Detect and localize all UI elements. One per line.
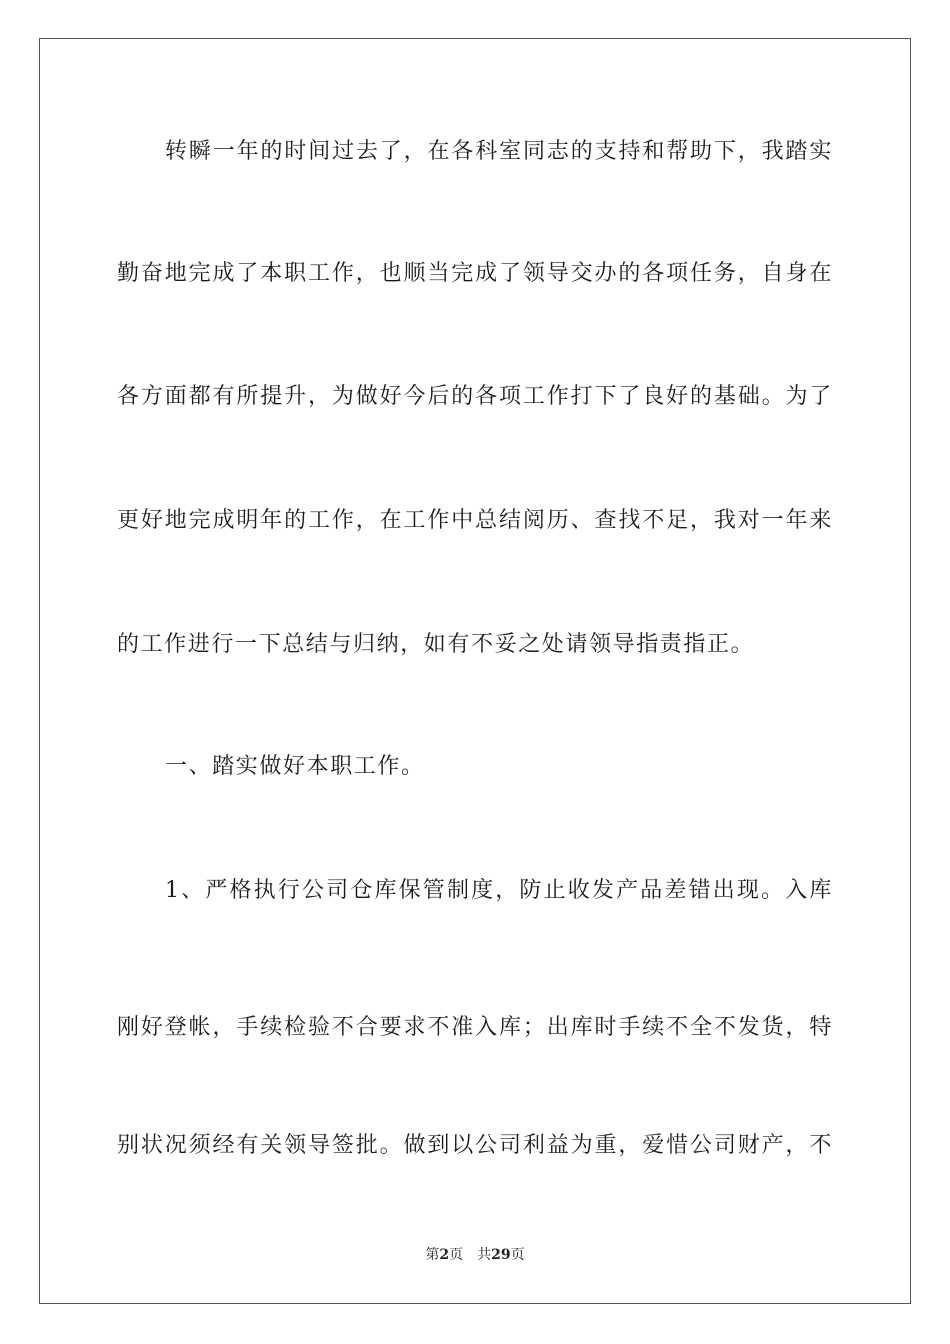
total-prefix: 共 (477, 1247, 492, 1263)
paragraph-line-9: 别状况须经有关领导签批。做到以公司利益为重，爱惜公司财产，不 (117, 1133, 833, 1158)
total-pages: 29 (491, 1247, 511, 1263)
section-heading: 一、踏实做好本职工作。 (165, 754, 425, 779)
paragraph-line-1: 转瞬一年的时间过去了，在各科室同志的支持和帮助下，我踏实 (165, 139, 833, 164)
paragraph-line-2: 勤奋地完成了本职工作，也顺当完成了领导交办的各项任务，自身在 (117, 261, 833, 286)
total-suffix: 页 (510, 1247, 525, 1263)
page-border (39, 38, 911, 1304)
page-footer (0, 1246, 950, 1264)
page-suffix: 页 (449, 1247, 464, 1263)
page-prefix: 第 (425, 1247, 440, 1263)
paragraph-line-8: 刚好登帐，手续检验不合要求不准入库；出库时手续不全不发货，特 (117, 1015, 833, 1040)
page-number: 2 (439, 1247, 450, 1263)
paragraph-line-4: 更好地完成明年的工作，在工作中总结阅历、查找不足，我对一年来 (117, 508, 833, 533)
paragraph-line-7: 1、严格执行公司仓库保管制度，防止收发产品差错出现。入库 (165, 878, 833, 903)
paragraph-line-5: 的工作进行一下总结与归纳，如有不妥之处请领导指责指正。 (117, 632, 755, 657)
paragraph-line-3: 各方面都有所提升，为做好今后的各项工作打下了良好的基础。为了 (117, 384, 833, 409)
